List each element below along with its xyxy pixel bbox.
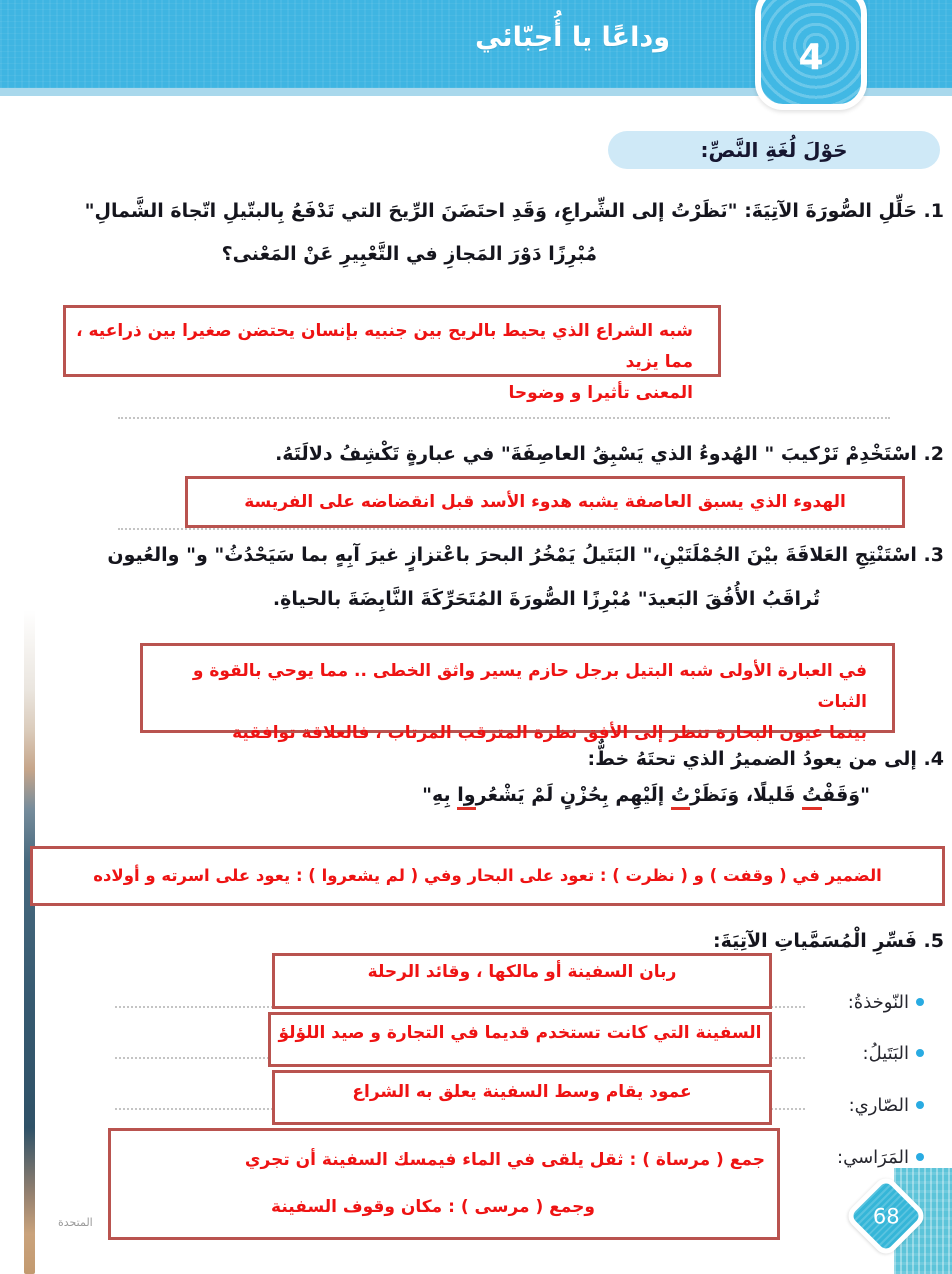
answer-box-5b: السفينة التي كانت تستخدم قديما في التجارة و صيد اللؤلؤ bbox=[268, 1012, 772, 1067]
term-bateel bbox=[863, 1036, 924, 1070]
answer-3-line-1: في العبارة الأولى شبه البتيل برجل حازم يسير واثق الخطى .. مما يوحي بالقوة و الثبات bbox=[192, 661, 867, 712]
answer-3-line-2: بينما عيون البحارة تنظر إلى الأفق نظرة المترقب المرتاب ، فالعلاقة توافقية bbox=[232, 723, 867, 743]
answer-box-5a: ربان السفينة أو مالكها ، وقائد الرحلة bbox=[272, 953, 772, 1009]
question-1-line-2: مُبْرِزًا دَوْرَ المَجازِ في التَّعْبِيرِ عَنْ المَعْنى؟ bbox=[221, 243, 597, 265]
quote-text: "وَقَفْ‍ bbox=[822, 784, 870, 806]
term-label: الصّاري: bbox=[848, 1094, 909, 1116]
answer-box-4: الضمير في ( وقفت ) و ( نظرت ) : تعود على البحار وفي ( لم يشعروا ) : يعود على اسرته و أولاده bbox=[30, 846, 945, 906]
term-nokhatha bbox=[848, 985, 924, 1019]
section-title-pill bbox=[608, 131, 940, 169]
underlined-pronoun: تُ bbox=[671, 784, 690, 810]
answer-box-5d bbox=[108, 1128, 780, 1240]
answer-box-1 bbox=[63, 305, 721, 403]
quote-text: بِهِ" bbox=[422, 784, 458, 806]
answer-box-5c: عمود يقام وسط السفينة يعلق به الشراع bbox=[272, 1070, 772, 1125]
term-label: البَتَيلُ: bbox=[862, 1042, 909, 1064]
lesson-number-badge bbox=[755, 0, 867, 110]
q4-quote bbox=[422, 778, 870, 812]
term-label: النّوخذةُ: bbox=[847, 991, 909, 1013]
answer-5d-line-2: وجمع ( مرسى ) : مكان وقوف السفينة bbox=[271, 1197, 595, 1217]
term-label: المَرَاسي: bbox=[837, 1146, 909, 1168]
answer-box-2: الهدوء الذي يسبق العاصفة يشبه هدوء الأسد قبل انقضاضه على الفريسة bbox=[185, 476, 905, 528]
question-5: 5. فَسِّرِ الْمُسَمَّياتِ الآتِيَةَ: bbox=[712, 930, 944, 952]
answer-1-line-2: المعنى تأثيرا و وضوحا bbox=[508, 383, 693, 403]
term-marasi bbox=[837, 1140, 924, 1174]
page-number: 68 bbox=[872, 1204, 900, 1229]
bullet-icon bbox=[916, 1153, 924, 1161]
answer-dotted-line bbox=[118, 417, 890, 419]
underlined-pronoun: ‍تُ bbox=[802, 784, 822, 810]
answer-dotted-line bbox=[118, 528, 890, 530]
lesson-title: وداعًا يا أُحِبّائي bbox=[475, 22, 670, 53]
answer-1-line-1: شبه الشراع الذي يحيط بالريح بين جنبيه بإنسان يحتضن صغيرا بين ذراعيه ، مما يزيد bbox=[76, 321, 693, 372]
answer-box-3 bbox=[140, 643, 895, 743]
quote-text: إلَيْهِم بِحُزْنٍ لَمْ يَشْعُر bbox=[475, 784, 671, 806]
page-edge-photo-strip bbox=[24, 610, 35, 1274]
lesson-number: 4 bbox=[798, 36, 824, 78]
underlined-pronoun: وا bbox=[457, 784, 475, 810]
bullet-icon bbox=[916, 1101, 924, 1109]
question-2: 2. اسْتَخْدِمْ تَرْكيبَ " الهُدوءُ الذي يَسْبِقُ العاصِفَةَ" في عبارةٍ تَكْشِفُ دلالَتَهُ. bbox=[275, 443, 944, 465]
watermark-text: المتحدة bbox=[58, 1216, 93, 1229]
term-sari bbox=[849, 1088, 924, 1122]
bullet-icon bbox=[916, 998, 924, 1006]
question-4: 4. إلى من يعودُ الضميرُ الذي تحتَهُ خطٌّ: bbox=[587, 748, 944, 770]
section-title: حَوْلَ لُغَةِ النَّصِّ: bbox=[700, 138, 848, 162]
bullet-icon bbox=[916, 1049, 924, 1057]
answer-5d-line-1: جمع ( مرساة ) : ثقل يلقى في الماء فيمسك السفينة أن تجري bbox=[244, 1150, 765, 1170]
question-3-line-2: تُراقَبُ الأُفُقَ البَعيدَ" مُبْرِزًا الصُّورَةَ المُتَحَرِّكَةَ النَّابِضَةَ بالحياةِ. bbox=[272, 588, 820, 610]
question-3-line-1: 3. اسْتَنْتِجِ العَلاقَةَ بيْنَ الجُمْلَتَيْنِ،" البَتَيلُ يَمْخُرُ البحرَ باعْتزازٍ غيرَ آبِهٍ بما سَيَحْدُثُ" و" والعُيون bbox=[107, 544, 944, 566]
quote-text: قَليلًا، وَنَظَرْ bbox=[689, 784, 803, 806]
question-1-line-1: 1. حَلِّلِ الصُّورَةَ الآتِيَةَ: "نَظَرْتُ إلى الشِّراعِ، وَقَدِ احتَضَنَ الرِّيحَ التي تَدْفَعُ بِالبتّيلِ اتّجاهَ الشَّمالِ" bbox=[84, 200, 944, 222]
